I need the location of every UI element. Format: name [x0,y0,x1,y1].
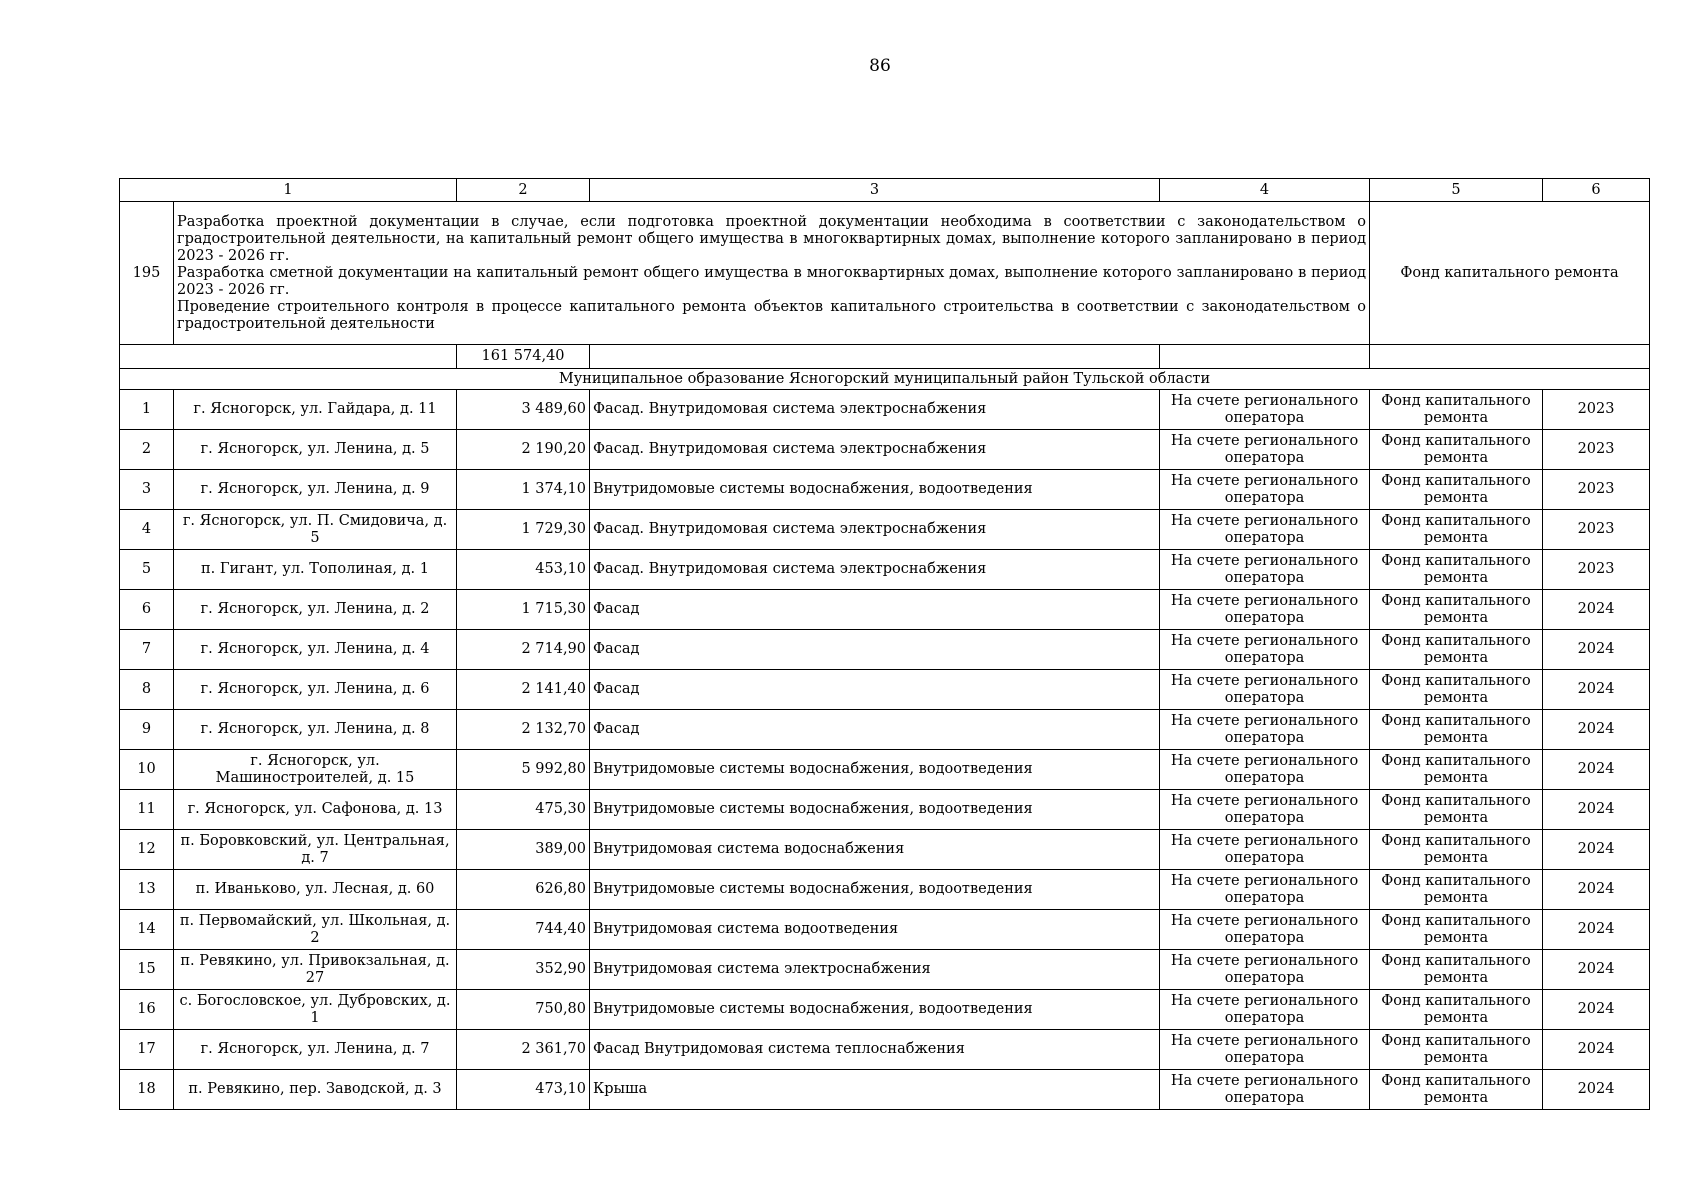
area-cell: 744,40 [457,910,590,950]
area-cell: 2 141,40 [457,670,590,710]
fund-cell: Фонд капитального ремонта [1370,590,1543,630]
table-row [120,1030,1650,1070]
year-cell: 2023 [1543,470,1650,510]
column-number: 2 [457,179,590,202]
fund-cell: Фонд капитального ремонта [1370,470,1543,510]
status-cell: На счете регионального оператора [1160,870,1370,910]
works-cell: Внутридомовые системы водоснабжения, водоотведения [590,790,1160,830]
empty-cell [1370,345,1650,369]
status-cell: На счете регионального оператора [1160,550,1370,590]
address-cell: п. Гигант, ул. Тополиная, д. 1 [174,550,457,590]
column-number: 5 [1370,179,1543,202]
works-cell: Фасад [590,670,1160,710]
fund-cell: Фонд капитального ремонта [1370,710,1543,750]
fund-cell: Фонд капитального ремонта [1370,830,1543,870]
address-cell: г. Ясногорск, ул. Гайдара, д. 11 [174,390,457,430]
year-cell: 2024 [1543,950,1650,990]
status-cell: На счете регионального оператора [1160,390,1370,430]
description-paragraph: Проведение строительного контроля в процессе капитального ремонта объектов капитального строительства в соответствии с законодательством о градостроительной деятельности [177,298,1367,332]
column-number: 3 [590,179,1160,202]
total-area: 161 574,40 [457,345,590,369]
row-number: 6 [120,590,174,630]
fund-cell: Фонд капитального ремонта [1370,390,1543,430]
works-cell: Внутридомовая система водоотведения [590,910,1160,950]
works-cell: Фасад Внутридомовая система теплоснабжения [590,1030,1160,1070]
year-cell: 2023 [1543,510,1650,550]
fund-cell: Фонд капитального ремонта [1370,1030,1543,1070]
description-paragraph: Разработка проектной документации в случае, если подготовка проектной документации необходима в соответствии с законодательством о градостроительной деятельности, на капитальный ремонт общего имущества в многоквартирных домах, выполнение которого запланировано в период 2023 - 2026 гг. [177,213,1367,264]
year-cell: 2024 [1543,670,1650,710]
works-cell: Фасад. Внутридомовая система электроснабжения [590,510,1160,550]
table-row [120,510,1650,550]
fund-cell: Фонд капитального ремонта [1370,790,1543,830]
table-row [120,630,1650,670]
status-cell: На счете регионального оператора [1160,910,1370,950]
row-number: 4 [120,510,174,550]
row-number: 16 [120,990,174,1030]
fund-cell: Фонд капитального ремонта [1370,630,1543,670]
year-cell: 2023 [1543,390,1650,430]
area-cell: 352,90 [457,950,590,990]
year-cell: 2024 [1543,1070,1650,1110]
works-cell: Фасад [590,630,1160,670]
row-number: 15 [120,950,174,990]
works-cell: Внутридомовые системы водоснабжения, водоотведения [590,470,1160,510]
status-cell: На счете регионального оператора [1160,990,1370,1030]
page-number: 86 [869,56,891,76]
row-195-fund: Фонд капитального ремонта [1370,202,1650,345]
status-cell: На счете регионального оператора [1160,710,1370,750]
works-cell: Фасад [590,710,1160,750]
year-cell: 2024 [1543,630,1650,670]
municipality-row [120,369,1650,390]
works-cell: Внутридомовые системы водоснабжения, водоотведения [590,990,1160,1030]
row-number: 3 [120,470,174,510]
column-number: 1 [120,179,457,202]
works-cell: Крыша [590,1070,1160,1110]
year-cell: 2024 [1543,830,1650,870]
fund-cell: Фонд капитального ремонта [1370,990,1543,1030]
year-cell: 2024 [1543,990,1650,1030]
row-number: 5 [120,550,174,590]
row-number: 195 [120,202,174,345]
address-cell: г. Ясногорск, ул. Машиностроителей, д. 15 [174,750,457,790]
table-row [120,750,1650,790]
status-cell: На счете регионального оператора [1160,790,1370,830]
fund-cell: Фонд капитального ремонта [1370,430,1543,470]
row-195-description [174,202,1370,345]
capital-repair-table [119,178,1650,1110]
description-paragraph: Разработка сметной документации на капитальный ремонт общего имущества в многоквартирных домах, выполнение которого запланировано в период 2023 - 2026 гг. [177,264,1367,298]
works-cell: Внутридомовые системы водоснабжения, водоотведения [590,870,1160,910]
fund-cell: Фонд капитального ремонта [1370,670,1543,710]
column-number: 4 [1160,179,1370,202]
address-cell: г. Ясногорск, ул. Сафонова, д. 13 [174,790,457,830]
row-number: 1 [120,390,174,430]
row-number: 10 [120,750,174,790]
row-number: 7 [120,630,174,670]
works-cell: Внутридомовая система электроснабжения [590,950,1160,990]
year-cell: 2024 [1543,750,1650,790]
table-row [120,710,1650,750]
fund-cell: Фонд капитального ремонта [1370,750,1543,790]
status-cell: На счете регионального оператора [1160,630,1370,670]
area-cell: 475,30 [457,790,590,830]
row-number: 9 [120,710,174,750]
address-cell: г. Ясногорск, ул. Ленина, д. 4 [174,630,457,670]
status-cell: На счете регионального оператора [1160,750,1370,790]
row-195 [120,202,1650,345]
status-cell: На счете регионального оператора [1160,670,1370,710]
address-cell: г. Ясногорск, ул. Ленина, д. 7 [174,1030,457,1070]
empty-cell [590,345,1160,369]
area-cell: 1 729,30 [457,510,590,550]
table-row [120,470,1650,510]
area-cell: 453,10 [457,550,590,590]
year-cell: 2024 [1543,790,1650,830]
row-number: 14 [120,910,174,950]
year-cell: 2023 [1543,430,1650,470]
address-cell: с. Богословское, ул. Дубровских, д. 1 [174,990,457,1030]
address-cell: п. Боровковский, ул. Центральная, д. 7 [174,830,457,870]
row-number: 18 [120,1070,174,1110]
area-cell: 2 361,70 [457,1030,590,1070]
area-cell: 5 992,80 [457,750,590,790]
year-cell: 2024 [1543,870,1650,910]
row-number: 11 [120,790,174,830]
row-number: 12 [120,830,174,870]
address-cell: г. Ясногорск, ул. Ленина, д. 2 [174,590,457,630]
status-cell: На счете регионального оператора [1160,1030,1370,1070]
status-cell: На счете регионального оператора [1160,590,1370,630]
works-cell: Фасад. Внутридомовая система электроснабжения [590,550,1160,590]
fund-cell: Фонд капитального ремонта [1370,510,1543,550]
area-cell: 2 190,20 [457,430,590,470]
year-cell: 2024 [1543,910,1650,950]
table-row [120,550,1650,590]
fund-cell: Фонд капитального ремонта [1370,950,1543,990]
address-cell: г. Ясногорск, ул. П. Смидовича, д. 5 [174,510,457,550]
municipality-title: Муниципальное образование Ясногорский муниципальный район Тульской области [120,369,1650,390]
area-cell: 2 132,70 [457,710,590,750]
table-row [120,910,1650,950]
table-row [120,950,1650,990]
table-row [120,670,1650,710]
area-cell: 389,00 [457,830,590,870]
column-number: 6 [1543,179,1650,202]
table-row [120,390,1650,430]
area-cell: 473,10 [457,1070,590,1110]
table-row [120,870,1650,910]
address-cell: г. Ясногорск, ул. Ленина, д. 5 [174,430,457,470]
address-cell: г. Ясногорск, ул. Ленина, д. 6 [174,670,457,710]
year-cell: 2024 [1543,590,1650,630]
address-cell: г. Ясногорск, ул. Ленина, д. 9 [174,470,457,510]
table-row [120,790,1650,830]
status-cell: На счете регионального оператора [1160,470,1370,510]
works-cell: Фасад. Внутридомовая система электроснабжения [590,430,1160,470]
table-row [120,990,1650,1030]
empty-cell [1160,345,1370,369]
row-number: 2 [120,430,174,470]
year-cell: 2023 [1543,550,1650,590]
area-cell: 2 714,90 [457,630,590,670]
area-cell: 626,80 [457,870,590,910]
works-cell: Фасад. Внутридомовая система электроснабжения [590,390,1160,430]
address-cell: г. Ясногорск, ул. Ленина, д. 8 [174,710,457,750]
address-cell: п. Ревякино, пер. Заводской, д. 3 [174,1070,457,1110]
row-number: 17 [120,1030,174,1070]
area-cell: 750,80 [457,990,590,1030]
year-cell: 2024 [1543,1030,1650,1070]
fund-cell: Фонд капитального ремонта [1370,550,1543,590]
status-cell: На счете регионального оператора [1160,830,1370,870]
table-row [120,590,1650,630]
status-cell: На счете регионального оператора [1160,1070,1370,1110]
table-row [120,1070,1650,1110]
table-row [120,430,1650,470]
total-row [120,345,1650,369]
column-numbers-row [120,179,1650,202]
table-row [120,830,1650,870]
status-cell: На счете регионального оператора [1160,950,1370,990]
row-number: 13 [120,870,174,910]
area-cell: 1 374,10 [457,470,590,510]
fund-cell: Фонд капитального ремонта [1370,1070,1543,1110]
status-cell: На счете регионального оператора [1160,510,1370,550]
works-cell: Внутридомовые системы водоснабжения, водоотведения [590,750,1160,790]
row-number: 8 [120,670,174,710]
area-cell: 3 489,60 [457,390,590,430]
fund-cell: Фонд капитального ремонта [1370,870,1543,910]
address-cell: п. Первомайский, ул. Школьная, д. 2 [174,910,457,950]
year-cell: 2024 [1543,710,1650,750]
empty-cell [120,345,457,369]
works-cell: Фасад [590,590,1160,630]
area-cell: 1 715,30 [457,590,590,630]
address-cell: п. Иваньково, ул. Лесная, д. 60 [174,870,457,910]
status-cell: На счете регионального оператора [1160,430,1370,470]
fund-cell: Фонд капитального ремонта [1370,910,1543,950]
address-cell: п. Ревякино, ул. Привокзальная, д. 27 [174,950,457,990]
works-cell: Внутридомовая система водоснабжения [590,830,1160,870]
